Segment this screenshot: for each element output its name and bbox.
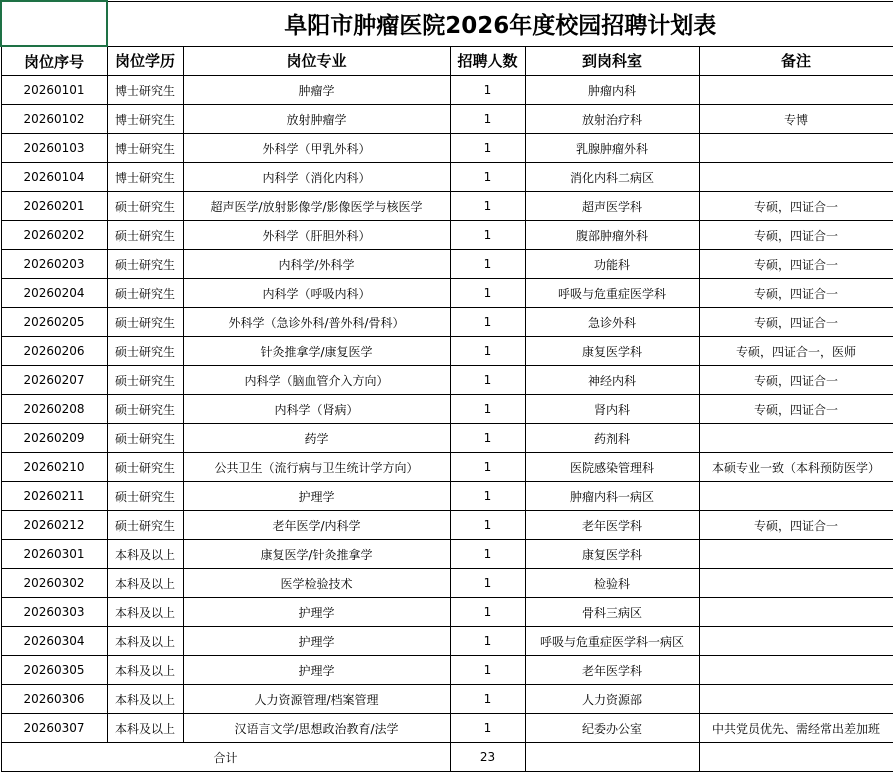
cell-department[interactable]: 骨科三病区 [525, 598, 699, 627]
cell-major[interactable]: 肿瘤学 [183, 76, 450, 105]
cell-count[interactable]: 1 [450, 569, 525, 598]
cell-major[interactable]: 医学检验技术 [183, 569, 450, 598]
cell-department[interactable]: 功能科 [525, 250, 699, 279]
cell-major[interactable]: 护理学 [183, 482, 450, 511]
cell-education[interactable]: 硕士研究生 [107, 366, 183, 395]
cell-remarks[interactable]: 专硕，四证合一 [699, 308, 893, 337]
cell-department[interactable]: 纪委办公室 [525, 714, 699, 743]
table-row [1, 76, 893, 105]
cell-count[interactable]: 1 [450, 482, 525, 511]
cell-count[interactable]: 1 [450, 76, 525, 105]
cell-position-id[interactable]: 20260206 [1, 337, 107, 366]
cell-count[interactable]: 1 [450, 192, 525, 221]
cell-remarks[interactable] [699, 482, 893, 511]
cell-major[interactable]: 外科学（肝胆外科） [183, 221, 450, 250]
cell-remarks[interactable] [699, 163, 893, 192]
cell-count[interactable]: 1 [450, 714, 525, 743]
header-department: 到岗科室 [525, 46, 699, 76]
cell-education[interactable]: 本科及以上 [107, 714, 183, 743]
cell-remarks[interactable]: 专硕，四证合一 [699, 366, 893, 395]
cell-position-id[interactable]: 20260302 [1, 569, 107, 598]
cell-department[interactable]: 呼吸与危重症医学科 [525, 279, 699, 308]
cell-department[interactable]: 老年医学科 [525, 656, 699, 685]
cell-major[interactable]: 内科学（脑血管介入方向） [183, 366, 450, 395]
cell-department[interactable]: 神经内科 [525, 366, 699, 395]
cell-major[interactable]: 内科学（呼吸内科） [183, 279, 450, 308]
cell-major[interactable]: 护理学 [183, 656, 450, 685]
cell-position-id[interactable]: 20260205 [1, 308, 107, 337]
cell-education[interactable]: 硕士研究生 [107, 221, 183, 250]
header-count: 招聘人数 [450, 46, 525, 76]
cell-education[interactable]: 硕士研究生 [107, 279, 183, 308]
cell-remarks[interactable] [699, 656, 893, 685]
cell-education[interactable]: 博士研究生 [107, 163, 183, 192]
cell-remarks[interactable]: 专硕，四证合一 [699, 250, 893, 279]
cell-position-id[interactable]: 20260211 [1, 482, 107, 511]
cell-major[interactable]: 内科学（肾病） [183, 395, 450, 424]
cell-position-id[interactable]: 20260103 [1, 134, 107, 163]
cell-remarks[interactable]: 专硕，四证合一 [699, 395, 893, 424]
cell-count[interactable]: 1 [450, 511, 525, 540]
cell-major[interactable]: 康复医学/针灸推拿学 [183, 540, 450, 569]
cell-remarks[interactable] [699, 627, 893, 656]
cell-department[interactable]: 老年医学科 [525, 511, 699, 540]
table-row [1, 395, 893, 424]
table-row [1, 221, 893, 250]
cell-department[interactable]: 康复医学科 [525, 337, 699, 366]
cell-position-id[interactable]: 20260307 [1, 714, 107, 743]
cell-count[interactable]: 1 [450, 134, 525, 163]
total-label[interactable]: 合计 [1, 743, 450, 772]
cell-department[interactable]: 肾内科 [525, 395, 699, 424]
cell-education[interactable]: 硕士研究生 [107, 337, 183, 366]
table-row [1, 598, 893, 627]
table-row [1, 540, 893, 569]
table-row [1, 105, 893, 134]
cell-education[interactable]: 博士研究生 [107, 76, 183, 105]
cell-education[interactable]: 本科及以上 [107, 627, 183, 656]
cell-major[interactable]: 护理学 [183, 598, 450, 627]
header-position-id: 岗位序号 [1, 46, 107, 76]
cell-remarks[interactable] [699, 685, 893, 714]
cell-major[interactable]: 放射肿瘤学 [183, 105, 450, 134]
cell-remarks[interactable] [699, 424, 893, 453]
cell-position-id[interactable]: 20260209 [1, 424, 107, 453]
cell-major[interactable]: 内科学（消化内科） [183, 163, 450, 192]
cell-major[interactable]: 公共卫生（流行病与卫生统计学方向） [183, 453, 450, 482]
table-row [1, 337, 893, 366]
cell-count[interactable]: 1 [450, 685, 525, 714]
cell-position-id[interactable]: 20260304 [1, 627, 107, 656]
table-row [1, 482, 893, 511]
cell-education[interactable]: 本科及以上 [107, 685, 183, 714]
header-education: 岗位学历 [107, 46, 183, 76]
cell-major[interactable]: 汉语言文学/思想政治教育/法学 [183, 714, 450, 743]
cell-remarks[interactable]: 专硕，四证合一 [699, 192, 893, 221]
cell-count[interactable]: 1 [450, 540, 525, 569]
cell-remarks[interactable] [699, 540, 893, 569]
cell-position-id[interactable]: 20260203 [1, 250, 107, 279]
total-row [1, 743, 893, 772]
cell-education[interactable]: 博士研究生 [107, 105, 183, 134]
cell-department[interactable]: 检验科 [525, 569, 699, 598]
header-major: 岗位专业 [183, 46, 450, 76]
cell-department[interactable]: 人力资源部 [525, 685, 699, 714]
cell-count[interactable]: 1 [450, 163, 525, 192]
cell-remarks[interactable]: 专硕，四证合一 [699, 511, 893, 540]
table-row [1, 424, 893, 453]
cell-department[interactable]: 放射治疗科 [525, 105, 699, 134]
cell-remarks[interactable] [699, 598, 893, 627]
cell-department[interactable]: 腹部肿瘤外科 [525, 221, 699, 250]
cell-department[interactable]: 医院感染管理科 [525, 453, 699, 482]
total-department-empty[interactable] [525, 743, 699, 772]
cell-position-id[interactable]: 20260204 [1, 279, 107, 308]
title-row [1, 1, 893, 46]
cell-education[interactable]: 本科及以上 [107, 540, 183, 569]
cell-department[interactable]: 肿瘤内科一病区 [525, 482, 699, 511]
selected-cell[interactable] [1, 1, 107, 46]
cell-count[interactable]: 1 [450, 279, 525, 308]
cell-position-id[interactable]: 20260301 [1, 540, 107, 569]
header-remarks: 备注 [699, 46, 893, 76]
cell-position-id[interactable]: 20260201 [1, 192, 107, 221]
cell-major[interactable]: 超声医学/放射影像学/影像医学与核医学 [183, 192, 450, 221]
cell-count[interactable]: 1 [450, 337, 525, 366]
cell-education[interactable]: 硕士研究生 [107, 250, 183, 279]
cell-department[interactable]: 呼吸与危重症医学科一病区 [525, 627, 699, 656]
table-row [1, 134, 893, 163]
cell-remarks[interactable]: 专硕，四证合一 [699, 279, 893, 308]
cell-position-id[interactable]: 20260104 [1, 163, 107, 192]
cell-remarks[interactable]: 专硕，四证合一 [699, 221, 893, 250]
cell-department[interactable]: 乳腺肿瘤外科 [525, 134, 699, 163]
table-row [1, 308, 893, 337]
cell-position-id[interactable]: 20260208 [1, 395, 107, 424]
cell-education[interactable]: 本科及以上 [107, 598, 183, 627]
table-row [1, 714, 893, 743]
cell-department[interactable]: 急诊外科 [525, 308, 699, 337]
cell-major[interactable]: 内科学/外科学 [183, 250, 450, 279]
cell-education[interactable]: 硕士研究生 [107, 511, 183, 540]
cell-count[interactable]: 1 [450, 366, 525, 395]
cell-education[interactable]: 本科及以上 [107, 656, 183, 685]
table-row [1, 511, 893, 540]
cell-major[interactable]: 针灸推拿学/康复医学 [183, 337, 450, 366]
cell-department[interactable]: 消化内科二病区 [525, 163, 699, 192]
cell-count[interactable]: 1 [450, 250, 525, 279]
cell-education[interactable]: 博士研究生 [107, 134, 183, 163]
table-row [1, 250, 893, 279]
cell-position-id[interactable]: 20260207 [1, 366, 107, 395]
cell-position-id[interactable]: 20260101 [1, 76, 107, 105]
cell-remarks[interactable]: 专硕，四证合一，医师 [699, 337, 893, 366]
cell-position-id[interactable]: 20260210 [1, 453, 107, 482]
table-row [1, 627, 893, 656]
cell-remarks[interactable] [699, 76, 893, 105]
cell-position-id[interactable]: 20260306 [1, 685, 107, 714]
cell-position-id[interactable]: 20260212 [1, 511, 107, 540]
cell-major[interactable]: 人力资源管理/档案管理 [183, 685, 450, 714]
cell-remarks[interactable]: 中共党员优先、需经常出差加班 [699, 714, 893, 743]
table-row [1, 453, 893, 482]
table-row [1, 163, 893, 192]
cell-major[interactable]: 外科学（急诊外科/普外科/骨科） [183, 308, 450, 337]
cell-position-id[interactable]: 20260202 [1, 221, 107, 250]
cell-major[interactable]: 外科学（甲乳外科） [183, 134, 450, 163]
cell-education[interactable]: 硕士研究生 [107, 424, 183, 453]
cell-position-id[interactable]: 20260102 [1, 105, 107, 134]
cell-position-id[interactable]: 20260303 [1, 598, 107, 627]
cell-remarks[interactable] [699, 134, 893, 163]
table-row [1, 569, 893, 598]
cell-count[interactable]: 1 [450, 598, 525, 627]
cell-count[interactable]: 1 [450, 627, 525, 656]
cell-remarks[interactable] [699, 569, 893, 598]
cell-education[interactable]: 硕士研究生 [107, 482, 183, 511]
cell-count[interactable]: 1 [450, 395, 525, 424]
cell-major[interactable]: 老年医学/内科学 [183, 511, 450, 540]
table-row [1, 192, 893, 221]
cell-count[interactable]: 1 [450, 656, 525, 685]
cell-position-id[interactable]: 20260305 [1, 656, 107, 685]
cell-education[interactable]: 本科及以上 [107, 569, 183, 598]
cell-count[interactable]: 1 [450, 221, 525, 250]
table-row [1, 685, 893, 714]
cell-education[interactable]: 硕士研究生 [107, 395, 183, 424]
table-row [1, 366, 893, 395]
cell-major[interactable]: 药学 [183, 424, 450, 453]
cell-count[interactable]: 1 [450, 453, 525, 482]
cell-education[interactable]: 硕士研究生 [107, 308, 183, 337]
cell-count[interactable]: 1 [450, 424, 525, 453]
table-row [1, 656, 893, 685]
total-remarks-empty[interactable] [699, 743, 893, 772]
cell-remarks[interactable]: 专博 [699, 105, 893, 134]
cell-department[interactable]: 康复医学科 [525, 540, 699, 569]
table-row [1, 279, 893, 308]
cell-major[interactable]: 护理学 [183, 627, 450, 656]
total-count[interactable]: 23 [450, 743, 525, 772]
cell-department[interactable]: 肿瘤内科 [525, 76, 699, 105]
cell-department[interactable]: 超声医学科 [525, 192, 699, 221]
cell-department[interactable]: 药剂科 [525, 424, 699, 453]
cell-count[interactable]: 1 [450, 308, 525, 337]
cell-education[interactable]: 硕士研究生 [107, 453, 183, 482]
page-title: 阜阳市肿瘤医院2026年度校园招聘计划表 [107, 1, 893, 46]
cell-remarks[interactable]: 本硕专业一致（本科预防医学） [699, 453, 893, 482]
cell-education[interactable]: 硕士研究生 [107, 192, 183, 221]
header-row [1, 46, 893, 76]
cell-count[interactable]: 1 [450, 105, 525, 134]
